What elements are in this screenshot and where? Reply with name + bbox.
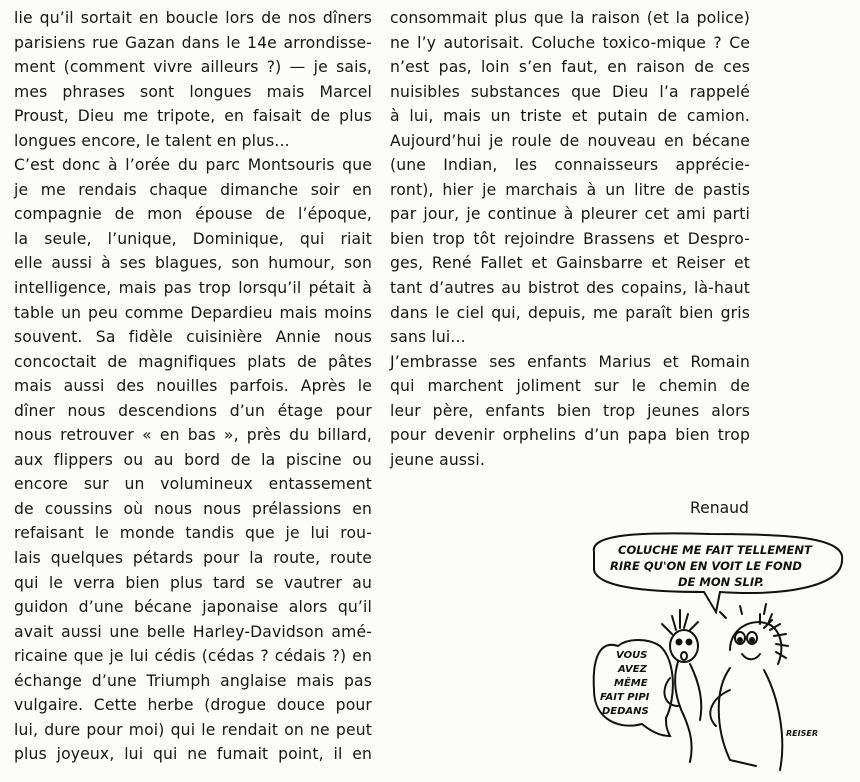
right-column-line: tant d’autres au bistrot des copains, là-haut — [390, 279, 750, 298]
text-column-right — [390, 6, 750, 472]
left-column-line: C’est donc à l’orée du parc Montsouris que — [14, 156, 372, 175]
left-column-line: échange d’une Triumph anglaise mais pas — [14, 671, 372, 690]
bubble-top-line-3: DE MON SLIP. — [678, 575, 764, 589]
bubble-left-line-2: AVEZ — [618, 664, 647, 675]
left-column-line: refaisant le monde tandis que je lui rou- — [14, 524, 372, 543]
left-column-line: intelligence, mais pas trop lorsqu’il pétait à — [14, 279, 372, 298]
right-column-line: jeune aussi. — [390, 450, 486, 469]
left-column-line: mais aussi des nouilles parfois. Après le — [14, 377, 372, 396]
bubble-left-line-1: VOUS — [616, 650, 648, 661]
left-column-line: la seule, l’unique, Dominique, qui riait — [14, 229, 372, 248]
man-character — [662, 610, 701, 762]
left-column-line: nous retrouver « en bas », près du billard, — [14, 426, 372, 445]
right-column-line: (une Indian, les connaisseurs apprécie- — [390, 156, 750, 175]
author-signature: Renaud — [690, 499, 749, 517]
coluche-character — [710, 604, 788, 770]
right-column-line: Aujourd’hui je roule de nouveau en bécane — [390, 131, 750, 150]
right-column-line: n’est pas, loin s’en faut, en raison de ces — [390, 58, 750, 77]
artist-signature: REISER — [786, 729, 818, 738]
left-column-line: souvent. Sa fidèle cuisinière Annie nous — [14, 328, 372, 347]
reiser-cartoon — [580, 530, 850, 780]
left-column-line: longues encore, le talent en plus... — [14, 131, 290, 150]
right-column-line: par jour, je continue à pleurer cet ami parti — [390, 205, 750, 224]
left-column-line: compagnie de mon épouse de l’époque, — [14, 205, 372, 224]
right-column-line: à lui, mais un triste et putain de camion. — [390, 107, 750, 126]
right-column-line: pour devenir orphelins d’un papa bien trop — [390, 426, 750, 445]
left-column-line: lui, dure pour moi) qui le rendait on ne peut — [14, 720, 372, 739]
left-column-line: de coussins où nous nous prélassions en — [14, 499, 372, 518]
text-column-left — [14, 6, 372, 767]
left-column-line: ricaine que je lui cédis (cédas ? cédais ?) en — [14, 647, 372, 666]
right-column-line: ront), hier je marchais à un litre de pastis — [390, 180, 750, 199]
left-column-line: parisiens rue Gazan dans le 14e arrondisse- — [14, 33, 372, 52]
right-column-line: leur père, enfants bien trop jeunes alors — [390, 401, 750, 420]
right-column-line: ges, René Fallet et Gainsbarre et Reiser et — [390, 254, 750, 273]
right-column-line: dans le ciel qui, depuis, me paraît bien gris — [390, 303, 750, 322]
right-column-line: consommait plus que la raison (et la police) — [390, 9, 750, 27]
left-column-line: encore sur un volumineux entassement — [14, 475, 372, 494]
bubble-left-line-4: FAIT PIPI — [600, 692, 650, 703]
left-column-line: je me rendais chaque dimanche soir en — [14, 180, 372, 199]
left-column-line: avait aussi une belle Harley-Davidson amé- — [14, 622, 372, 641]
right-column-line: bien trop tôt rejoindre Brassens et Despro- — [390, 229, 750, 248]
left-column-line: aux flippers ou au bord de la piscine ou — [14, 450, 372, 469]
left-column-line: lie qu’il sortait en boucle lors de nos dîners — [14, 9, 372, 27]
left-column-line: concoctait de magnifiques plats de pâtes — [14, 352, 372, 371]
left-column-line: ment (comment vivre ailleurs ?) — je sais, — [14, 58, 372, 77]
left-column-line: dîner nous descendions d’un étage pour — [14, 401, 372, 420]
left-column-line: qui le verra bien plus tard se vautrer au — [14, 573, 372, 592]
left-column-line: table un peu comme Depardieu mais moins — [14, 303, 372, 322]
left-column-line: guidon d’une bécane japonaise alors qu’il — [14, 598, 372, 617]
bubble-left-line-5: DEDANS — [602, 706, 649, 717]
right-column-line: J’embrasse ses enfants Marius et Romain — [390, 352, 750, 371]
left-column-line: lais quelques pétards pour la route, route — [14, 549, 372, 568]
bubble-top-line-1: COLUCHE ME FAIT TELLEMENT — [618, 543, 812, 557]
bubble-top-line-2: RIRE QU'ON EN VOIT LE FOND — [610, 559, 802, 573]
left-column-line: Proust, Dieu me tripote, en faisait de plus — [14, 107, 372, 126]
right-column-line: qui marchent joliment sur le chemin de — [390, 377, 750, 396]
left-column-line: elle aussi à ses blagues, son humour, son — [14, 254, 372, 273]
bubble-left-line-3: MÊME — [614, 678, 648, 689]
right-column-line: sans lui... — [390, 328, 466, 347]
left-column-line: vulgaire. Cette herbe (drogue douce pour — [14, 696, 372, 715]
left-column-line: plus joyeux, lui qui ne fumait point, il en — [14, 745, 372, 764]
left-column-line: mes phrases sont longues mais Marcel — [14, 82, 372, 101]
right-column-line: ne l’y autorisait. Coluche toxico-mique ? Ce — [390, 33, 750, 52]
right-column-line: nuisibles substances que Dieu l’a rappelé — [390, 82, 750, 101]
